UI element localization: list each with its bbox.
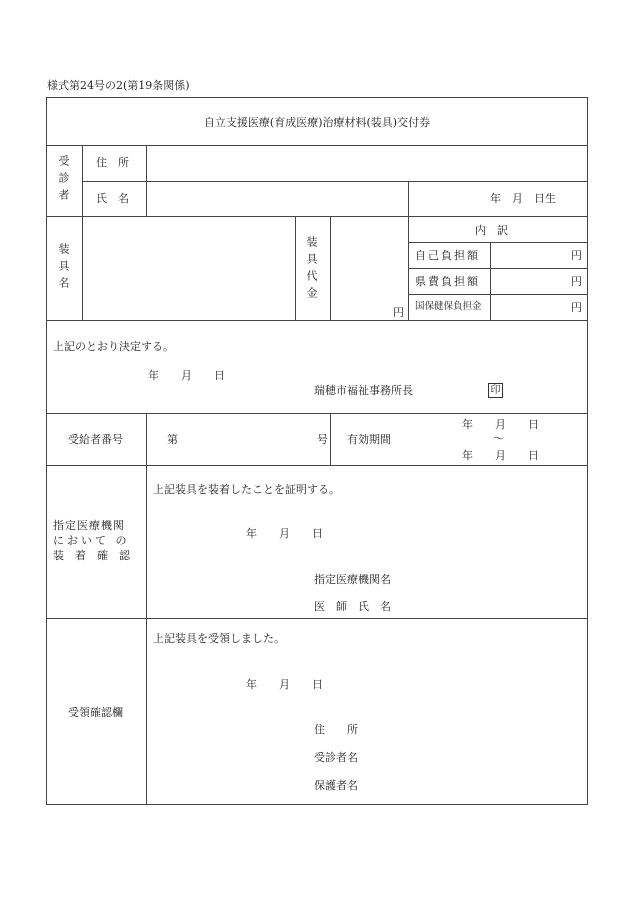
divider bbox=[146, 413, 147, 805]
divider bbox=[46, 145, 588, 146]
divider bbox=[408, 294, 588, 295]
validity-tilde: ～ bbox=[493, 432, 504, 445]
pref-pay-label: 県費負担額 bbox=[415, 275, 480, 288]
divider bbox=[46, 465, 588, 466]
address-label: 住 所 bbox=[96, 156, 129, 169]
device-name-label: 装具名 bbox=[57, 243, 70, 294]
divider bbox=[46, 413, 588, 414]
receipt-section-label: 受領確認欄 bbox=[68, 706, 123, 719]
fitting-date: 年 月 日 bbox=[246, 527, 323, 540]
breakdown-header: 内 訳 bbox=[475, 224, 508, 237]
divider bbox=[408, 268, 588, 269]
receipt-patient-label: 受診者名 bbox=[314, 751, 358, 764]
name-label: 氏 名 bbox=[96, 192, 129, 205]
institution-label: 指定医療機関名 bbox=[314, 573, 391, 586]
validity-to: 年 月 日 bbox=[462, 449, 539, 462]
divider bbox=[330, 413, 331, 465]
insurance-label: 国保健保負担金 bbox=[415, 301, 482, 312]
divider bbox=[46, 618, 588, 619]
decision-date: 年 月 日 bbox=[148, 369, 225, 382]
fitting-section-label-2: において の bbox=[53, 534, 130, 547]
pref-pay-yen: 円 bbox=[571, 275, 582, 288]
fitting-section-label-1: 指定医療機関 bbox=[53, 519, 125, 532]
divider bbox=[330, 216, 331, 320]
divider bbox=[408, 242, 588, 243]
recipient-number-label: 受給者番号 bbox=[68, 433, 123, 446]
receipt-text: 上記装具を受領しました。 bbox=[153, 632, 285, 645]
validity-label: 有効期間 bbox=[347, 433, 391, 446]
seal-mark: 印 bbox=[488, 383, 503, 398]
divider bbox=[82, 145, 83, 320]
issuer: 瑞穂市福祉事務所長 bbox=[314, 384, 413, 397]
divider bbox=[408, 181, 409, 320]
divider bbox=[295, 216, 296, 320]
form-title: 自立支援医療(育成医療)治療材料(装具)交付券 bbox=[203, 116, 431, 129]
self-pay-label: 自己負担額 bbox=[415, 249, 480, 262]
device-price-label: 装具代金 bbox=[305, 236, 318, 304]
form-number: 様式第24号の2(第19条関係) bbox=[47, 79, 190, 92]
divider bbox=[490, 242, 491, 320]
price-yen: 円 bbox=[393, 306, 404, 319]
decision-text: 上記のとおり決定する。 bbox=[53, 340, 174, 353]
birthdate-label: 年 月 日生 bbox=[490, 192, 556, 205]
divider bbox=[46, 216, 588, 217]
patient-section-label: 受診者 bbox=[57, 155, 70, 206]
divider bbox=[146, 145, 147, 216]
dai-label: 第 bbox=[167, 433, 178, 446]
doctor-label: 医 師 氏 名 bbox=[314, 600, 391, 613]
self-pay-yen: 円 bbox=[571, 249, 582, 262]
insurance-yen: 円 bbox=[571, 301, 582, 314]
divider bbox=[46, 320, 588, 321]
receipt-date: 年 月 日 bbox=[246, 678, 323, 691]
receipt-address-label: 住 所 bbox=[314, 723, 358, 736]
receipt-guardian-label: 保護者名 bbox=[314, 779, 358, 792]
fitting-section-label-3: 装 着 確 認 bbox=[53, 549, 130, 562]
divider bbox=[82, 181, 588, 182]
fitting-text: 上記装具を装着したことを証明する。 bbox=[153, 483, 340, 496]
go-label: 号 bbox=[317, 433, 328, 446]
validity-from: 年 月 日 bbox=[462, 418, 539, 431]
